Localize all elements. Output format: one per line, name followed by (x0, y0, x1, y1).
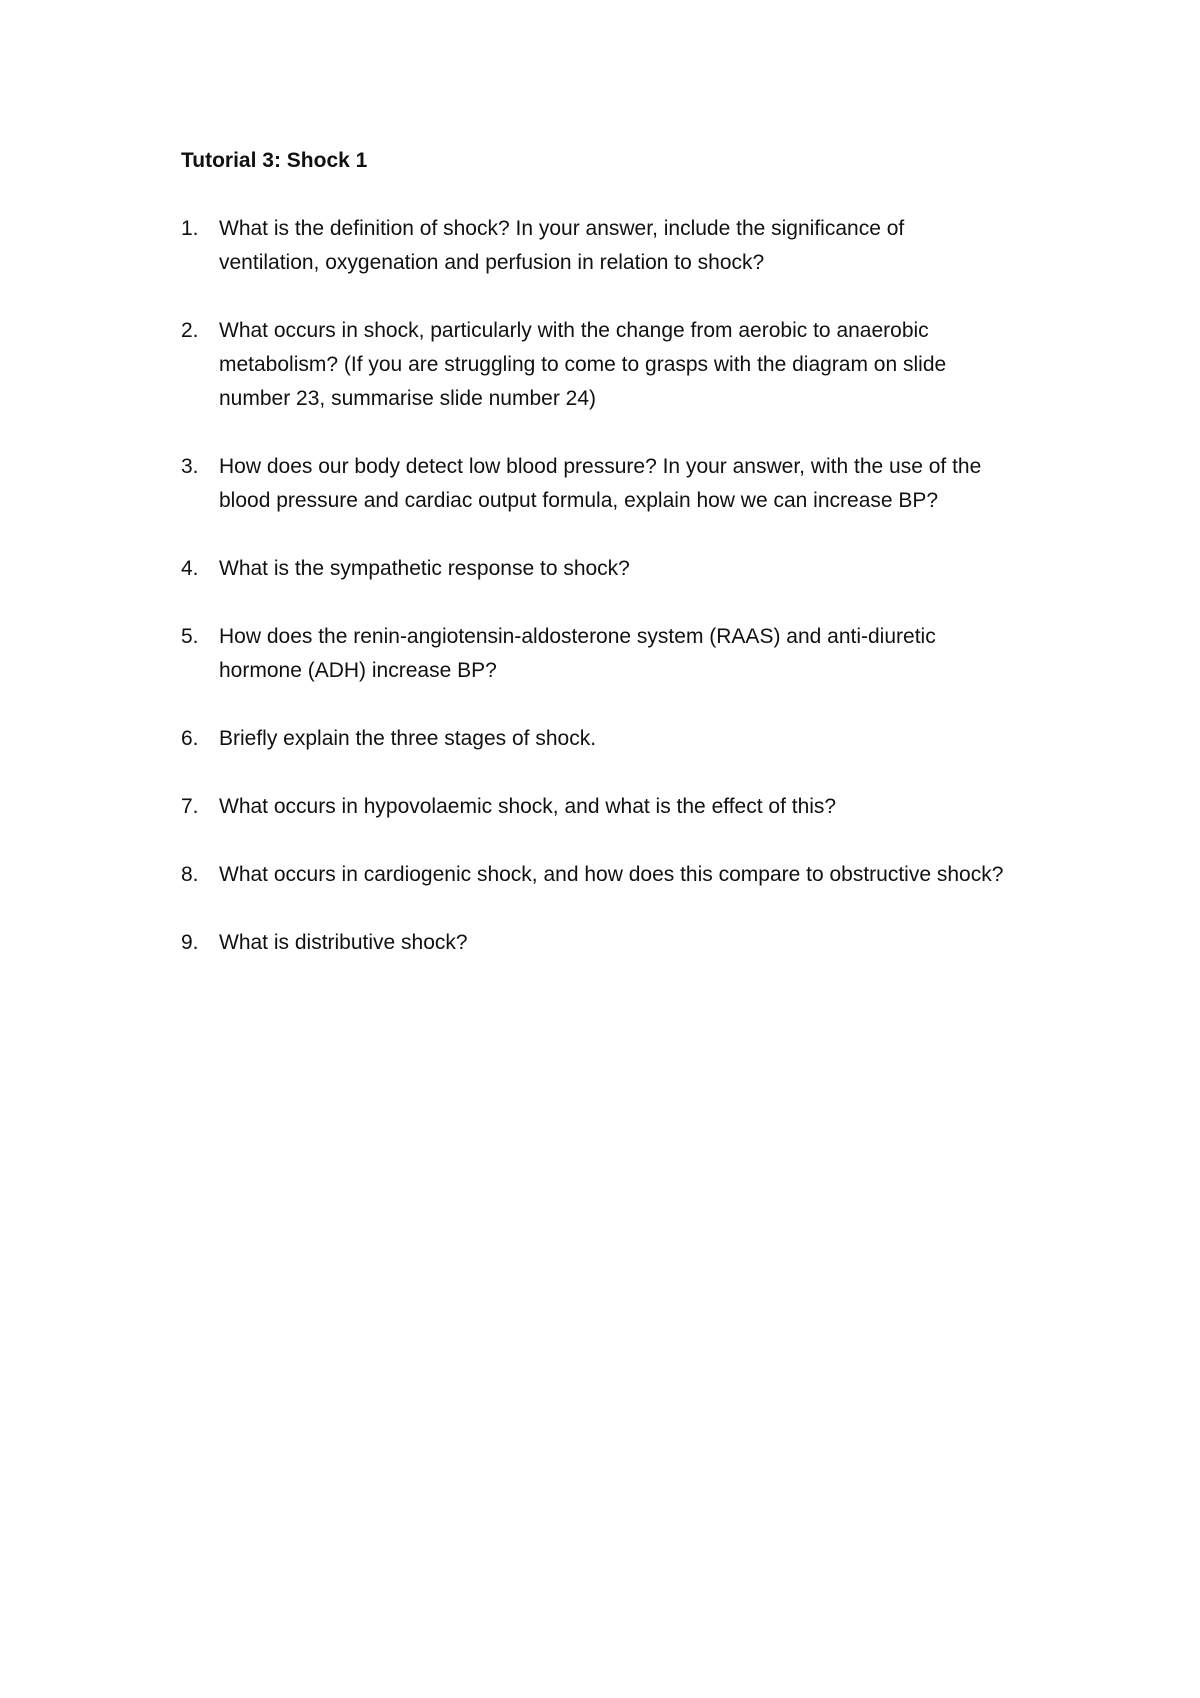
question-line: hormone (ADH) increase BP? (219, 659, 497, 682)
question-number: 6. (181, 727, 199, 750)
question-line: What occurs in cardiogenic shock, and how does this compare to obstructive shock? (219, 863, 1004, 886)
question-line: What occurs in shock, particularly with the change from aerobic to anaerobic (219, 319, 929, 342)
question-number: 7. (181, 795, 199, 818)
question-item-6 (181, 722, 1081, 756)
question-number: 9. (181, 931, 199, 954)
question-line: What occurs in hypovolaemic shock, and what is the effect of this? (219, 795, 837, 818)
question-number: 4. (181, 557, 199, 580)
question-number: 1. (181, 217, 199, 240)
question-line: What is the definition of shock? In your answer, include the significance of (219, 217, 905, 240)
question-line: blood pressure and cardiac output formula, explain how we can increase BP? (219, 489, 939, 512)
question-line: What is distributive shock? (219, 931, 468, 954)
question-line: How does the renin-angiotensin-aldosterone system (RAAS) and anti-diuretic (219, 625, 936, 648)
question-item-5 (181, 620, 1081, 688)
question-line: number 23, summarise slide number 24) (219, 387, 596, 410)
question-list (181, 212, 1081, 994)
question-item-2 (181, 314, 1081, 416)
question-item-7 (181, 790, 1081, 824)
question-line: What is the sympathetic response to shock? (219, 557, 630, 580)
question-number: 8. (181, 863, 199, 886)
question-number: 3. (181, 455, 199, 478)
question-item-3 (181, 450, 1081, 518)
question-line: metabolism? (If you are struggling to come to grasps with the diagram on slide (219, 353, 947, 376)
document-title: Tutorial 3: Shock 1 (181, 149, 368, 172)
question-item-9 (181, 926, 1081, 960)
question-item-4 (181, 552, 1081, 586)
question-number: 2. (181, 319, 199, 342)
question-line: How does our body detect low blood pressure? In your answer, with the use of the (219, 455, 982, 478)
question-number: 5. (181, 625, 199, 648)
question-item-8 (181, 858, 1081, 892)
question-line: Briefly explain the three stages of shock. (219, 727, 597, 750)
question-item-1 (181, 212, 1081, 280)
question-line: ventilation, oxygenation and perfusion in relation to shock? (219, 251, 765, 274)
